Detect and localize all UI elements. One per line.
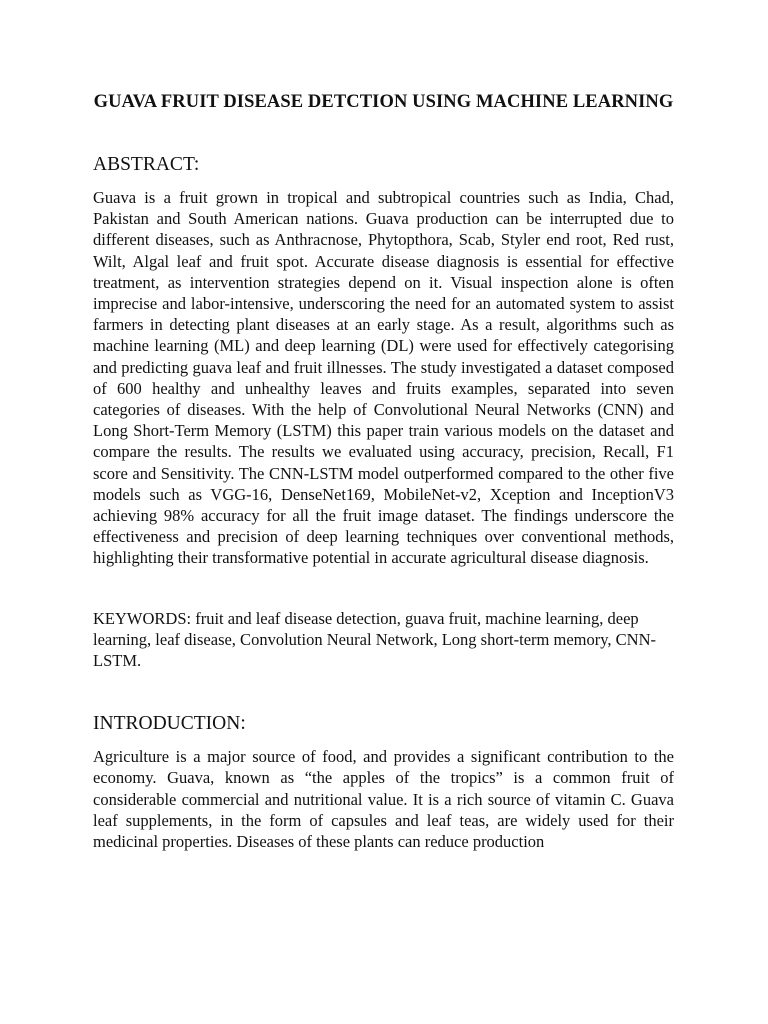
abstract-heading: ABSTRACT: [93, 154, 200, 175]
keywords-paragraph: KEYWORDS: fruit and leaf disease detection, guava fruit, machine learning, deep learning, leaf disease, Convolution Neural Network, Long short-term memory, CNN-LSTM. [93, 608, 656, 671]
introduction-heading: INTRODUCTION: [93, 713, 246, 735]
introduction-paragraph: Agriculture is a major source of food, and provides a significant contribution to the economy. Guava, known as “the apples of the tropics” is a common fruit of considerable commercial and nutritional value. It is a rich source of vitamin C. Guava leaf supplements, in the form of capsules and leaf teas, are widely used for their medicinal properties. Diseases of these plants can reduce production [93, 747, 674, 852]
document-page [93, 86, 674, 852]
paper-title: GUAVA FRUIT DISEASE DETCTION USING MACHINE LEARNING [93, 92, 674, 112]
abstract-paragraph: Guava is a fruit grown in tropical and subtropical countries such as India, Chad, Pakistan and South American nations. Guava production can be interrupted due to different diseases, such as Anthracnose, Phytopthora, Scab, Styler end root, Red rust, Wilt, Algal leaf and fruit spot. Accurate disease diagnosis is essential for effective treatment, as intervention strategies depend on it. Visual inspection alone is often imprecise and labor-intensive, underscoring the need for an automated system to assist farmers in detecting plant diseases at an early stage. As a result, algorithms such as machine learning (ML) and deep learning (DL) were used for effectively categorising and predicting guava leaf and fruit illnesses. The study investigated a dataset composed of 600 healthy and unhealthy leaves and fruits examples, separated into seven categories of diseases. With the help of Convolutional Neural Networks (CNN) and Long Short-Term Memory (LSTM) this paper train various models on the dataset and compare the results. The results we evaluated using accuracy, precision, Recall, F1 score and Sensitivity. The CNN-LSTM model outperformed compared to the other five models such as VGG-16, DenseNet169, MobileNet-v2, Xception and InceptionV3 achieving 98% accuracy for all the fruit image dataset. The findings underscore the effectiveness and precision of deep learning techniques over conventional methods, highlighting their transformative potential in accurate agricultural disease diagnosis. [93, 188, 674, 568]
